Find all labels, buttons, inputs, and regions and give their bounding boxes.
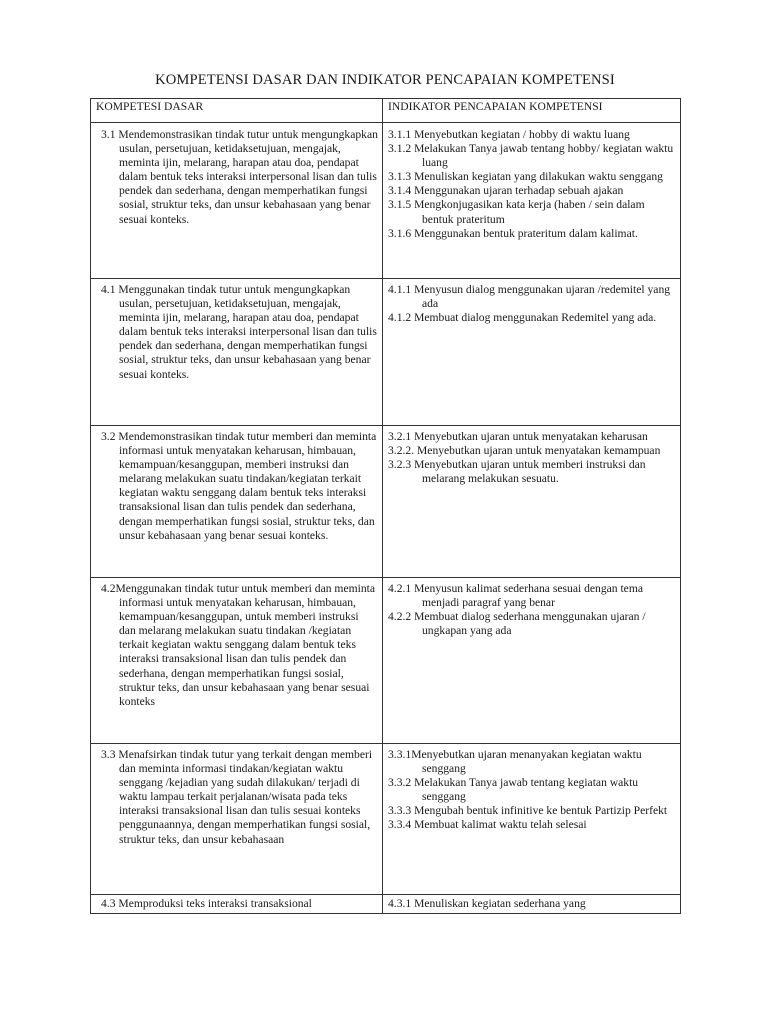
kd-cell bbox=[91, 578, 383, 744]
table-row bbox=[91, 578, 681, 744]
indicator-item: 3.1.1 Menyebutkan kegiatan / hobby di waktu luang bbox=[388, 128, 630, 141]
indicator-cell bbox=[383, 123, 681, 279]
indicator-item: 4.2.1 Menyusun kalimat sederhana sesuai dengan tema menjadi paragraf yang benar bbox=[388, 582, 643, 610]
indicator-item: 3.2.3 Menyebutkan ujaran untuk memberi instruksi dan melarang melakukan sesuatu. bbox=[388, 458, 646, 486]
indicator-item: 3.2.2. Menyebutkan ujaran untuk menyatakan kemampuan bbox=[388, 444, 661, 458]
kd-text: 3.2 Mendemonstrasikan tindak tutur memberi dan meminta informasi untuk menyatakan keharusan, himbauan, kemampuan/kesanggupan, memberi instruksi dan melarang melakukan suatu tindakan/kegiatan terkait kegiatan waktu senggang dalam bentuk teks interaksi transaksional lisan dan tulis pendek dan sederhana, dengan memperhatikan fungsi sosial, struktur teks, dan unsur kebahasaan yang benar sesuai konteks. bbox=[101, 430, 377, 542]
indicator-item: 4.2.2 Membuat dialog sederhana menggunakan ujaran / ungkapan yang ada bbox=[388, 610, 646, 638]
kd-text: 4.3 Memproduksi teks interaksi transaksional bbox=[101, 897, 312, 910]
indicator-cell bbox=[383, 744, 681, 895]
kd-cell bbox=[91, 279, 383, 426]
table-header-row bbox=[91, 99, 681, 123]
indicator-item: 3.1.5 Mengkonjugasikan kata kerja (haben / sein dalam bentuk prateritum bbox=[388, 198, 645, 226]
table-row bbox=[91, 123, 681, 279]
indicator-item: 3.3.4 Membuat kalimat waktu telah selesai bbox=[388, 818, 587, 832]
kd-cell bbox=[91, 123, 383, 279]
table-row bbox=[91, 744, 681, 895]
header-indikator: INDIKATOR PENCAPAIAN KOMPETENSI bbox=[383, 99, 681, 123]
indicator-item: 3.1.3 Menuliskan kegiatan yang dilakukan waktu senggang bbox=[388, 170, 663, 184]
indicator-cell bbox=[383, 426, 681, 578]
competency-table bbox=[90, 98, 681, 914]
indicator-item: 4.1.1 Menyusun dialog menggunakan ujaran /redemitel yang ada bbox=[388, 283, 671, 311]
indicator-item: 3.3.3 Mengubah bentuk infinitive ke bentuk Partizip Perfekt bbox=[388, 804, 668, 818]
kd-cell bbox=[91, 426, 383, 578]
document-title: KOMPETENSI DASAR DAN INDIKATOR PENCAPAIAN KOMPETENSI bbox=[155, 72, 615, 88]
kd-cell bbox=[91, 744, 383, 895]
kd-text: 4.2Menggunakan tindak tutur untuk memberi dan meminta informasi untuk menyatakan keharusan, himbauan, kemampuan/kesanggupan, untuk memberi instruksi dan melarang melakukan suatu tindakan /kegiatan terkait kegiatan waktu senggang dalam bentuk teks interaksi transaksional lisan dan tulis pendek dan sederhana, dengan memperhatikan fungsi sosial, struktur teks, dan unsur kebahasaan yang benar sesuai konteks bbox=[101, 582, 376, 708]
indicator-item: 3.2.1 Menyebutkan ujaran untuk menyatakan keharusan bbox=[388, 430, 648, 443]
kd-text: 3.3 Menafsirkan tindak tutur yang terkait dengan memberi dan meminta informasi tindakan/kegiatan waktu senggang /kejadian yang sudah dilakukan/ terjadi di waktu lampau terkait perjalanan/wisata pada teks interaksi transaksional lisan dan tulis sesuai konteks penggunaannya, dengan memperhatikan fungsi sosial, struktur teks, dan unsur kebahasaan bbox=[101, 748, 373, 846]
indicator-item: 4.1.2 Membuat dialog menggunakan Redemitel yang ada. bbox=[388, 311, 657, 325]
indicator-item: 4.3.1 Menuliskan kegiatan sederhana yang bbox=[388, 897, 586, 910]
table-row bbox=[91, 279, 681, 426]
indicator-item: 3.3.1Menyebutkan ujaran menanyakan kegiatan waktu senggang bbox=[388, 748, 642, 776]
kd-text: 3.1 Mendemonstrasikan tindak tutur untuk mengungkapkan usulan, persetujuan, ketidaksetujuan, mengajak, meminta ijin, melarang, harapan atau doa, pendapat dalam bentuk teks interaksi interpersonal lisan dan tulis pendek dan sederhana, dengan memperhatikan fungsi sosial, struktur teks, dan unsur kebahasaan yang benar sesuai konteks. bbox=[101, 128, 378, 226]
indicator-cell bbox=[383, 895, 681, 914]
indicator-cell bbox=[383, 578, 681, 744]
indicator-item: 3.1.2 Melakukan Tanya jawab tentang hobby/ kegiatan waktu luang bbox=[388, 142, 674, 170]
indicator-item: 3.3.2 Melakukan Tanya jawab tentang kegiatan waktu senggang bbox=[388, 776, 639, 804]
indicator-item: 3.1.6 Menggunakan bentuk prateritum dalam kalimat. bbox=[388, 226, 638, 240]
indicator-cell bbox=[383, 279, 681, 426]
header-kompetensi-dasar: KOMPETESI DASAR bbox=[91, 99, 383, 123]
kd-text: 4.1 Menggunakan tindak tutur untuk mengungkapkan usulan, persetujuan, ketidaksetujuan, mengajak, meminta ijin, melarang, harapan atau doa, pendapat dalam bentuk teks interaksi interpersonal lisan dan tulis pendek dan sederhana, dengan memperhatikan fungsi sosial, struktur teks, dan unsur kebahasaan yang benar sesuai konteks. bbox=[101, 283, 377, 381]
kd-cell bbox=[91, 895, 383, 914]
indicator-item: 3.1.4 Menggunakan ujaran terhadap sebuah ajakan bbox=[388, 184, 624, 198]
table-row bbox=[91, 426, 681, 578]
table-row bbox=[91, 895, 681, 914]
